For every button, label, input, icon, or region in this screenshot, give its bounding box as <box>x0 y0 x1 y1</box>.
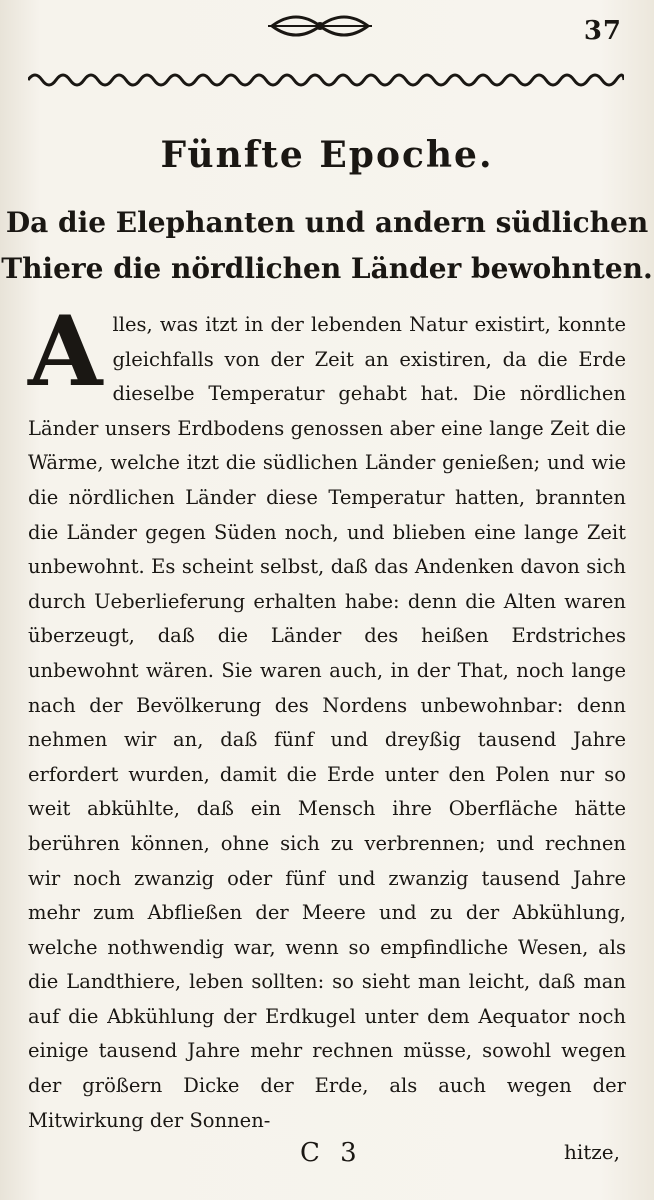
body-paragraph <box>28 295 626 1138</box>
body-text <box>28 295 626 1138</box>
section-title-line-2: Thiere die nördlichen Länder bewohnten. <box>1 252 653 285</box>
section-title-line-1: Da die Elephanten und andern südlichen <box>5 206 649 239</box>
wavy-rule-ornament <box>28 68 624 92</box>
header-ornament-icon <box>268 10 372 42</box>
paragraph-text: lles, was itzt in der lebenden Natur existirt, konnte gleichfalls von der Zeit an existiren, da die Erde dieselbe Temperatur gehabt hat. Die nördlichen Länder unsers Erdbodens genossen aber eine lange Zeit die Wärme, welche itzt die südlichen Länder genießen; und wie die nördlichen Länder diese Temperatur hatten, brannten die Länder gegen Süden noch, und blieben eine lange Zeit unbewohnt. Es scheint selbst, daß das Andenken davon sich durch Ueberlieferung erhalten habe: denn die Alten waren überzeugt, daß die Länder des heißen Erdstriches unbewohnt wären. Sie waren auch, in der That, noch lange nach der Bevölkerung des Nordens unbewohnbar: denn nehmen wir an, daß fünf und dreyßig tausend Jahre erfordert wurden, damit die Erde unter den Polen nur so weit abkühlte, daß ein Mensch ihre Oberfläche hätte berühren können, ohne sich zu verbrennen; und rechnen wir noch zwanzig oder fünf und zwanzig tausend Jahre mehr zum Abfließen der Meere und zu der Abkühlung, welche nothwendig war, wenn so empfindliche Wesen, als die Landthiere, leben sollten: so sieht man leicht, daß man auf die Abkühlung der Erdkugel unter dem Aequator noch einige tausend Jahre mehr rechnen müsse, sowohl wegen der größern Dicke der Erde, als auch wegen der Mitwirkung der Sonnen- <box>28 313 626 1132</box>
chapter-title: Fünfte Epoche. <box>160 134 494 176</box>
drop-cap: A <box>28 295 103 408</box>
page-number: 37 <box>583 16 622 46</box>
catchword: hitze, <box>563 1140 620 1164</box>
signature-mark: C 3 <box>300 1138 363 1168</box>
section-title <box>0 200 654 292</box>
